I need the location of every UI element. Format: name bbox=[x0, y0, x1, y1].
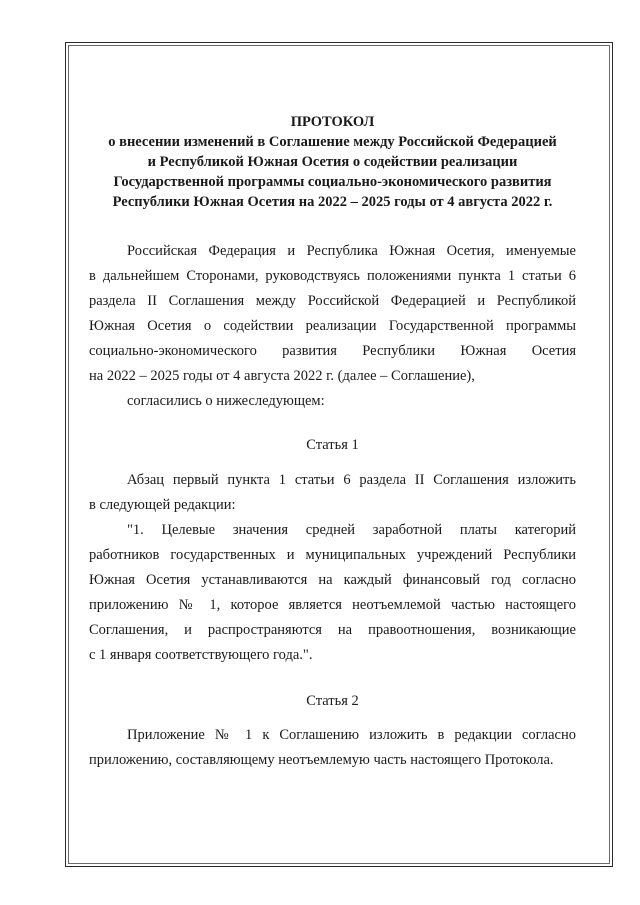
article-1-line-2: в следующей редакции: bbox=[89, 497, 236, 513]
article-1-quote-line-3: Южная Осетия устанавливаются на каждый финансовый год согласно bbox=[89, 572, 576, 588]
article-1-quote-line-6: с 1 января соответствующего года.". bbox=[89, 647, 313, 663]
article-1-quote-line-5: Соглашения, и распространяются на правоотношения, возникающие bbox=[89, 622, 576, 638]
document-body bbox=[89, 112, 576, 773]
protocol-subtitle-line-2: и Республикой Южная Осетия о содействии реализации bbox=[147, 154, 518, 170]
preamble-line-1: Российская Федерация и Республика Южная Осетия, именуемые bbox=[127, 243, 576, 259]
protocol-subtitle-line-3: Государственной программы социально-экономического развития bbox=[113, 174, 552, 190]
article-2-line-2: приложению, составляющему неотъемлемую часть настоящего Протокола. bbox=[89, 752, 554, 768]
protocol-title: ПРОТОКОЛ bbox=[290, 114, 375, 130]
preamble-agreed: согласились о нижеследующем: bbox=[127, 393, 325, 409]
article-2-heading: Статья 2 bbox=[306, 693, 359, 709]
protocol-subtitle-line-1: о внесении изменений в Соглашение между Российской Федерацией bbox=[108, 134, 557, 150]
article-1-quote-line-4: приложению № 1, которое является неотъемлемой частью настоящего bbox=[89, 597, 576, 613]
preamble-line-3: раздела II Соглашения между Российской Федерацией и Республикой bbox=[89, 293, 576, 309]
article-2-line-1: Приложение № 1 к Соглашению изложить в редакции согласно bbox=[127, 727, 576, 743]
preamble-line-4: Южная Осетия о содействии реализации Государственной программы bbox=[89, 318, 576, 334]
preamble-line-5: социально-экономического развития Республики Южная Осетия bbox=[89, 343, 576, 359]
article-1-line-1: Абзац первый пункта 1 статьи 6 раздела II Соглашения изложить bbox=[127, 472, 576, 488]
protocol-subtitle-line-4: Республики Южная Осетия на 2022 – 2025 годы от 4 августа 2022 г. bbox=[112, 194, 553, 210]
article-1-heading: Статья 1 bbox=[306, 437, 359, 453]
article-1-quote-line-2: работников государственных и муниципальных учреждений Республики bbox=[89, 547, 576, 563]
preamble-line-2: в дальнейшем Сторонами, руководствуясь положениями пункта 1 статьи 6 bbox=[89, 268, 576, 284]
article-1-quote-line-1: "1. Целевые значения средней заработной платы категорий bbox=[127, 522, 576, 538]
preamble-line-6: на 2022 – 2025 годы от 4 августа 2022 г. (далее – Соглашение), bbox=[89, 368, 475, 384]
